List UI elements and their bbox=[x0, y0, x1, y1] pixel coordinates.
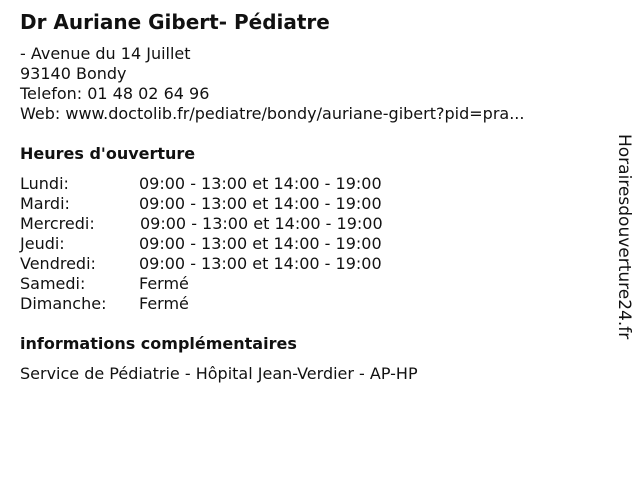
contact-block bbox=[20, 44, 524, 124]
hours-value: 09:00 - 13:00 et 14:00 - 19:00 bbox=[139, 254, 382, 273]
phone-number: Telefon: 01 48 02 64 96 bbox=[20, 84, 210, 103]
day-label: Vendredi: bbox=[20, 254, 96, 273]
hours-value: Fermé bbox=[139, 274, 189, 293]
hours-value: 09:00 - 13:00 et 14:00 - 19:00 bbox=[139, 174, 382, 193]
day-label: Jeudi: bbox=[20, 234, 65, 253]
hours-value: Fermé bbox=[139, 294, 189, 313]
site-watermark: Horairesdouverture24.fr bbox=[614, 134, 634, 340]
day-label: Mardi: bbox=[20, 194, 70, 213]
additional-info-text: Service de Pédiatrie - Hôpital Jean-Verdier - AP-HP bbox=[20, 364, 418, 383]
day-label: Samedi: bbox=[20, 274, 86, 293]
hours-value: 09:00 - 13:00 et 14:00 - 19:00 bbox=[140, 214, 383, 233]
page-title: Dr Auriane Gibert- Pédiatre bbox=[20, 10, 330, 34]
day-label: Lundi: bbox=[20, 174, 69, 193]
hours-value: 09:00 - 13:00 et 14:00 - 19:00 bbox=[139, 234, 382, 253]
website-link[interactable]: Web: www.doctolib.fr/pediatre/bondy/auriane-gibert?pid=pra... bbox=[20, 104, 525, 123]
day-label: Mercredi: bbox=[20, 214, 95, 233]
hours-value: 09:00 - 13:00 et 14:00 - 19:00 bbox=[139, 194, 382, 213]
opening-hours-heading: Heures d'ouverture bbox=[20, 144, 196, 163]
day-label: Dimanche: bbox=[20, 294, 107, 313]
additional-info-heading: informations complémentaires bbox=[20, 334, 297, 353]
address-city: 93140 Bondy bbox=[20, 64, 127, 83]
address-street: - Avenue du 14 Juillet bbox=[20, 44, 191, 63]
